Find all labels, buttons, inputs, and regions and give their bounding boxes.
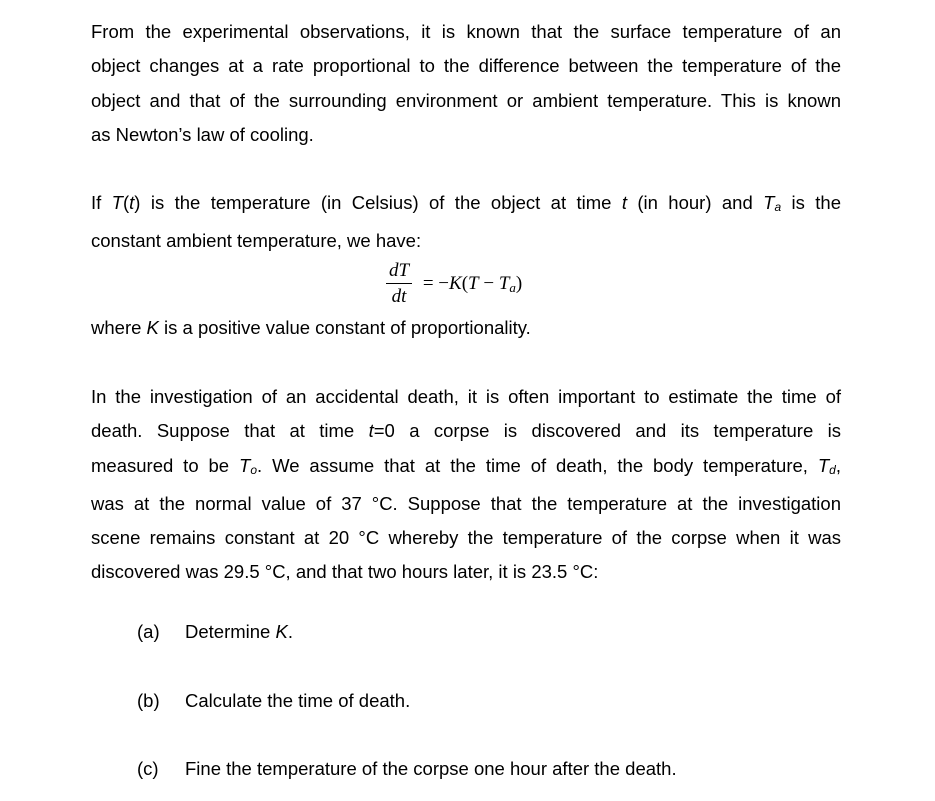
fraction-numerator: dT — [389, 260, 410, 281]
text-fragment: is a positive value constant of proportionality. — [158, 317, 531, 338]
var-K: K — [275, 621, 288, 642]
fraction-bar — [386, 283, 412, 284]
question-c-text: Fine the temperature of the corpse one hour after the death. — [185, 758, 677, 779]
text-fragment: , — [835, 454, 841, 476]
investigation-line-5: scene remains constant at 20 °C whereby the temperature of the corpse when it was — [91, 527, 841, 549]
newton-cooling-equation — [386, 260, 522, 308]
var-T: T — [111, 192, 123, 213]
question-b-text: Calculate the time of death. — [185, 690, 411, 711]
eq-var-Ta: T — [498, 272, 510, 294]
text-fragment: =0 a corpse is discovered and its temperature is — [373, 420, 841, 442]
var-t: t — [621, 192, 627, 213]
eq-var-T: T — [468, 272, 479, 294]
question-c — [137, 758, 677, 780]
question-b-label: (b) — [137, 690, 160, 711]
var-K: K — [146, 317, 159, 338]
definition-paragraph — [91, 186, 841, 259]
intro-line-3: object and that of the surrounding environment or ambient temperature. This is known — [91, 89, 841, 111]
question-c-label: (c) — [137, 758, 159, 779]
fraction-denominator: dt — [391, 286, 407, 307]
constant-paragraph — [91, 311, 841, 345]
var-t: t — [129, 192, 135, 213]
text-fragment: Determine — [185, 621, 276, 642]
constant-line — [91, 311, 841, 345]
text-fragment: ) is the temperature (in Celsius) of the object at time — [134, 192, 622, 213]
text-fragment: (in hour) and — [626, 192, 764, 213]
text-fragment: If — [91, 192, 112, 213]
question-a-text — [185, 621, 293, 643]
var-Td-subscript: d — [829, 462, 836, 477]
investigation-line-1: In the investigation of an accidental death, it is often important to estimate the time of — [91, 386, 841, 407]
definition-line-1 — [91, 186, 841, 224]
question-a — [137, 621, 293, 643]
var-t: t — [368, 420, 374, 442]
intro-line-4: as Newton’s law of cooling. — [91, 123, 314, 145]
eq-fragment: − — [478, 272, 499, 294]
investigation-line-2 — [91, 414, 841, 448]
investigation-line-3 — [91, 449, 841, 487]
text-fragment: measured to be — [91, 454, 240, 476]
intro-line-2: object changes at a rate proportional to the difference between the temperature of the — [91, 55, 841, 77]
text-fragment: . We assume that at the time of death, the body temperature, — [257, 454, 818, 476]
equation-rhs — [418, 273, 522, 296]
var-To-subscript: o — [250, 462, 258, 477]
eq-var-K: K — [449, 272, 462, 294]
question-a-label: (a) — [137, 621, 160, 642]
text-fragment: . — [287, 621, 293, 642]
var-Ta: T — [763, 192, 775, 213]
intro-line-1: From the experimental observations, it is known that the surface temperature of an — [91, 21, 841, 42]
definition-line-2: constant ambient temperature, we have: — [91, 230, 422, 252]
text-fragment: ( — [122, 192, 130, 213]
var-Td: T — [817, 454, 830, 476]
var-Ta-subscript: a — [774, 200, 782, 214]
eq-fragment: = − — [418, 272, 450, 294]
intro-paragraph — [91, 15, 841, 152]
investigation-paragraph — [91, 380, 841, 590]
eq-fragment: ( — [461, 272, 469, 294]
text-fragment: where — [91, 317, 147, 338]
investigation-line-6: discovered was 29.5 °C, and that two hours later, it is 23.5 °C: — [91, 561, 599, 583]
investigation-line-4: was at the normal value of 37 °C. Suppose that the temperature at the investigation — [91, 492, 841, 514]
derivative-fraction — [386, 260, 412, 308]
question-b — [137, 690, 410, 712]
eq-fragment: ) — [515, 272, 523, 294]
eq-var-Ta-subscript: a — [509, 279, 516, 295]
text-fragment: death. Suppose that at time — [91, 420, 369, 442]
text-fragment: is the — [781, 192, 841, 213]
var-To: T — [239, 454, 251, 476]
